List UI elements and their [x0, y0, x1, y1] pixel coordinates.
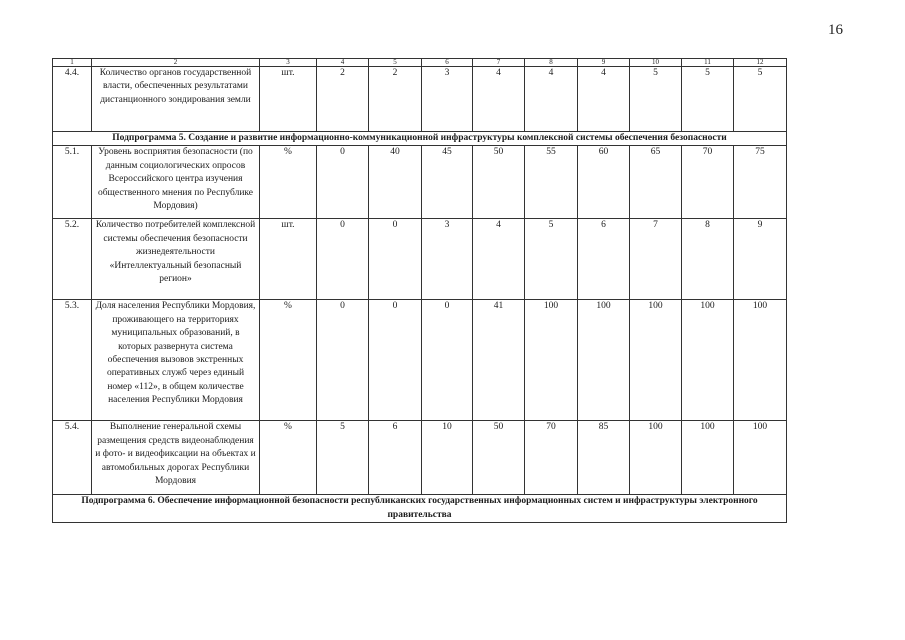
- column-number: 4: [317, 59, 369, 67]
- row-number: 5.3.: [53, 300, 92, 421]
- subprogram-6-heading: Подпрограмма 6. Обеспечение информационной безопасности республиканских государственных информационных систем и инфраструктуры электронного правительства: [53, 495, 787, 523]
- value-cell: 4: [525, 67, 578, 132]
- value-cell: 9: [734, 219, 787, 300]
- value-cell: 100: [525, 300, 578, 421]
- table-row: [53, 421, 787, 495]
- value-cell: 100: [734, 421, 787, 495]
- value-cell: 5: [317, 421, 369, 495]
- value-cell: 40: [369, 146, 422, 219]
- column-number: 6: [422, 59, 473, 67]
- indicator-name: Уровень восприятия безопасности (по данным социологических опросов Всероссийского центра изучения общественного мнения по Республике Мордовия): [92, 146, 260, 219]
- value-cell: 0: [422, 300, 473, 421]
- value-cell: 4: [578, 67, 630, 132]
- value-cell: 100: [682, 421, 734, 495]
- value-cell: 85: [578, 421, 630, 495]
- value-cell: 5: [525, 219, 578, 300]
- value-cell: 3: [422, 219, 473, 300]
- column-number: 7: [473, 59, 525, 67]
- indicator-name: Доля населения Республики Мордовия, проживающего на территориях муниципальных образований, в которых развернута система обеспечения вызовов экстренных оперативных служб через единый номер «112», в общем количестве населения Республики Мордовия: [92, 300, 260, 421]
- unit-cell: шт.: [260, 67, 317, 132]
- value-cell: 4: [473, 219, 525, 300]
- column-number: 2: [92, 59, 260, 67]
- value-cell: 0: [317, 219, 369, 300]
- value-cell: 8: [682, 219, 734, 300]
- indicator-name: Количество органов государственной власти, обеспеченных результатами дистанционного зондирования земли: [92, 67, 260, 132]
- value-cell: 5: [682, 67, 734, 132]
- column-number: 1: [53, 59, 92, 67]
- indicators-table: [52, 58, 787, 523]
- row-number: 5.2.: [53, 219, 92, 300]
- value-cell: 6: [369, 421, 422, 495]
- value-cell: 41: [473, 300, 525, 421]
- column-number: 11: [682, 59, 734, 67]
- table-row: [53, 146, 787, 219]
- subprogram-5-heading: Подпрограмма 5. Создание и развитие информационно-коммуникационной инфраструктуры комплексной системы обеспечения безопасности: [53, 132, 787, 146]
- value-cell: 10: [422, 421, 473, 495]
- value-cell: 2: [369, 67, 422, 132]
- value-cell: 65: [630, 146, 682, 219]
- column-number: 5: [369, 59, 422, 67]
- column-number: 3: [260, 59, 317, 67]
- value-cell: 2: [317, 67, 369, 132]
- value-cell: 100: [630, 300, 682, 421]
- value-cell: 5: [734, 67, 787, 132]
- column-number: 12: [734, 59, 787, 67]
- value-cell: 50: [473, 421, 525, 495]
- row-number: 5.1.: [53, 146, 92, 219]
- column-number: 9: [578, 59, 630, 67]
- row-number: 5.4.: [53, 421, 92, 495]
- value-cell: 7: [630, 219, 682, 300]
- row-number: 4.4.: [53, 67, 92, 132]
- unit-cell: шт.: [260, 219, 317, 300]
- column-number: 8: [525, 59, 578, 67]
- table-row: [53, 67, 787, 132]
- value-cell: 0: [369, 219, 422, 300]
- table-row: [53, 219, 787, 300]
- unit-cell: %: [260, 300, 317, 421]
- value-cell: 60: [578, 146, 630, 219]
- value-cell: 5: [630, 67, 682, 132]
- value-cell: 0: [317, 300, 369, 421]
- table-row: [53, 300, 787, 421]
- subprogram-row: [53, 132, 787, 146]
- value-cell: 0: [317, 146, 369, 219]
- value-cell: 100: [630, 421, 682, 495]
- column-number: 10: [630, 59, 682, 67]
- indicator-name: Количество потребителей комплексной системы обеспечения безопасности жизнедеятельности «Интеллектуальный безопасный регион»: [92, 219, 260, 300]
- page-number: 16: [828, 22, 843, 38]
- value-cell: 0: [369, 300, 422, 421]
- value-cell: 55: [525, 146, 578, 219]
- value-cell: 70: [682, 146, 734, 219]
- value-cell: 45: [422, 146, 473, 219]
- value-cell: 70: [525, 421, 578, 495]
- value-cell: 100: [734, 300, 787, 421]
- unit-cell: %: [260, 421, 317, 495]
- value-cell: 3: [422, 67, 473, 132]
- indicator-name: Выполнение генеральной схемы размещения средств видеонаблюдения и фото- и видеофиксации на объектах и автомобильных дорогах Республики Мордовия: [92, 421, 260, 495]
- value-cell: 6: [578, 219, 630, 300]
- unit-cell: %: [260, 146, 317, 219]
- value-cell: 4: [473, 67, 525, 132]
- subprogram-row: [53, 495, 787, 523]
- value-cell: 100: [682, 300, 734, 421]
- column-number-row: [53, 59, 787, 67]
- value-cell: 100: [578, 300, 630, 421]
- value-cell: 75: [734, 146, 787, 219]
- value-cell: 50: [473, 146, 525, 219]
